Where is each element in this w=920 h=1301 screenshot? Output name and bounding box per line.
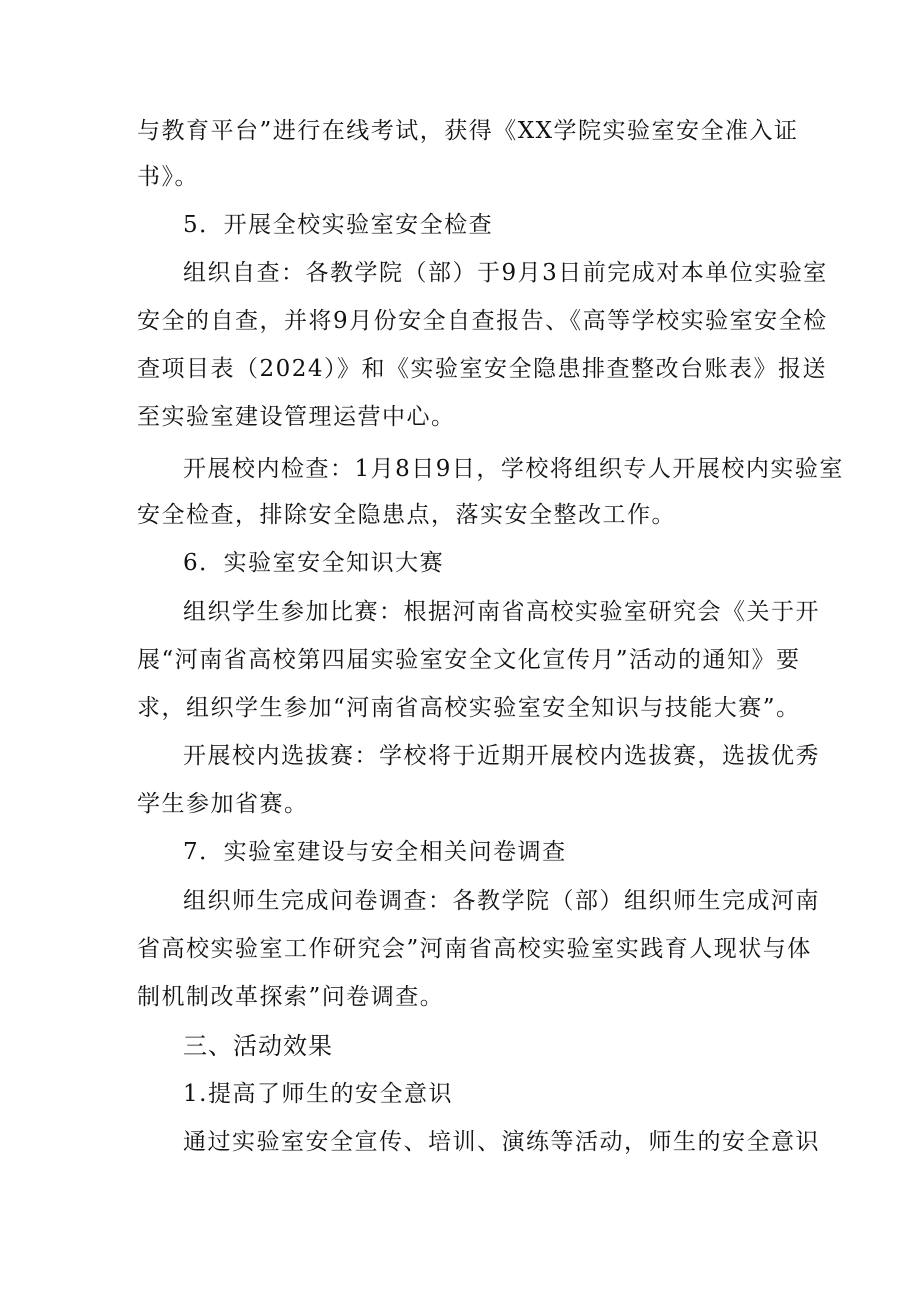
paragraph-line: 省高校实验室工作研究会”河南省高校实验室实践育人现状与体 [137, 936, 812, 962]
paragraph-line: 组织学生参加比赛：根据河南省高校实验室研究会《关于开 [183, 599, 820, 625]
paragraph-line: 展“河南省高校第四届实验室安全文化宣传月”活动的通知》要 [137, 647, 801, 673]
paragraph-line: 书》。 [137, 164, 199, 190]
paragraph-line: 安全检查，排除安全隐患点，落实安全整改工作。 [137, 502, 676, 528]
chapter-heading: 三、活动效果 [183, 1032, 333, 1060]
paragraph-line: 开展校内检查：1月8日9日，学校将组织专人开展校内实验室 [183, 456, 844, 482]
section-heading: 7．实验室建设与安全相关问卷调查 [183, 839, 567, 865]
paragraph-line: 组织自查：各教学院（部）于9月3日前完成对本单位实验室 [183, 260, 828, 286]
paragraph-line: 求，组织学生参加“河南省高校实验室安全知识与技能大赛”。 [137, 695, 801, 721]
paragraph-line: 学生参加省赛。 [137, 791, 309, 817]
section-heading: 6．实验室安全知识大赛 [183, 550, 445, 576]
paragraph-line: 开展校内选拔赛：学校将于近期开展校内选拔赛，选拔优秀 [183, 743, 820, 769]
paragraph-line: 通过实验室安全宣传、培训、演练等活动，师生的安全意识 [183, 1129, 820, 1155]
paragraph-line: 制机制改革探索”问卷调查。 [137, 984, 445, 1010]
subsection-heading: 1.提高了师生的安全意识 [183, 1081, 453, 1107]
paragraph-line: 组织师生完成问卷调查：各教学院（部）组织师生完成河南 [183, 888, 820, 914]
paragraph-line: 安全的自查，并将9月份安全自查报告、《高等学校实验室安全检 [137, 308, 828, 334]
section-heading: 5．开展全校实验室安全检查 [183, 212, 494, 238]
paragraph-line: 至实验室建设管理运营中心。 [137, 404, 456, 430]
paragraph-line: 查项目表（2024）》和《实验室安全隐患排查整改台账表》报送 [137, 356, 828, 382]
paragraph-line: 与教育平台”进行在线考试，获得《XX学院实验室安全准入证 [137, 118, 799, 144]
